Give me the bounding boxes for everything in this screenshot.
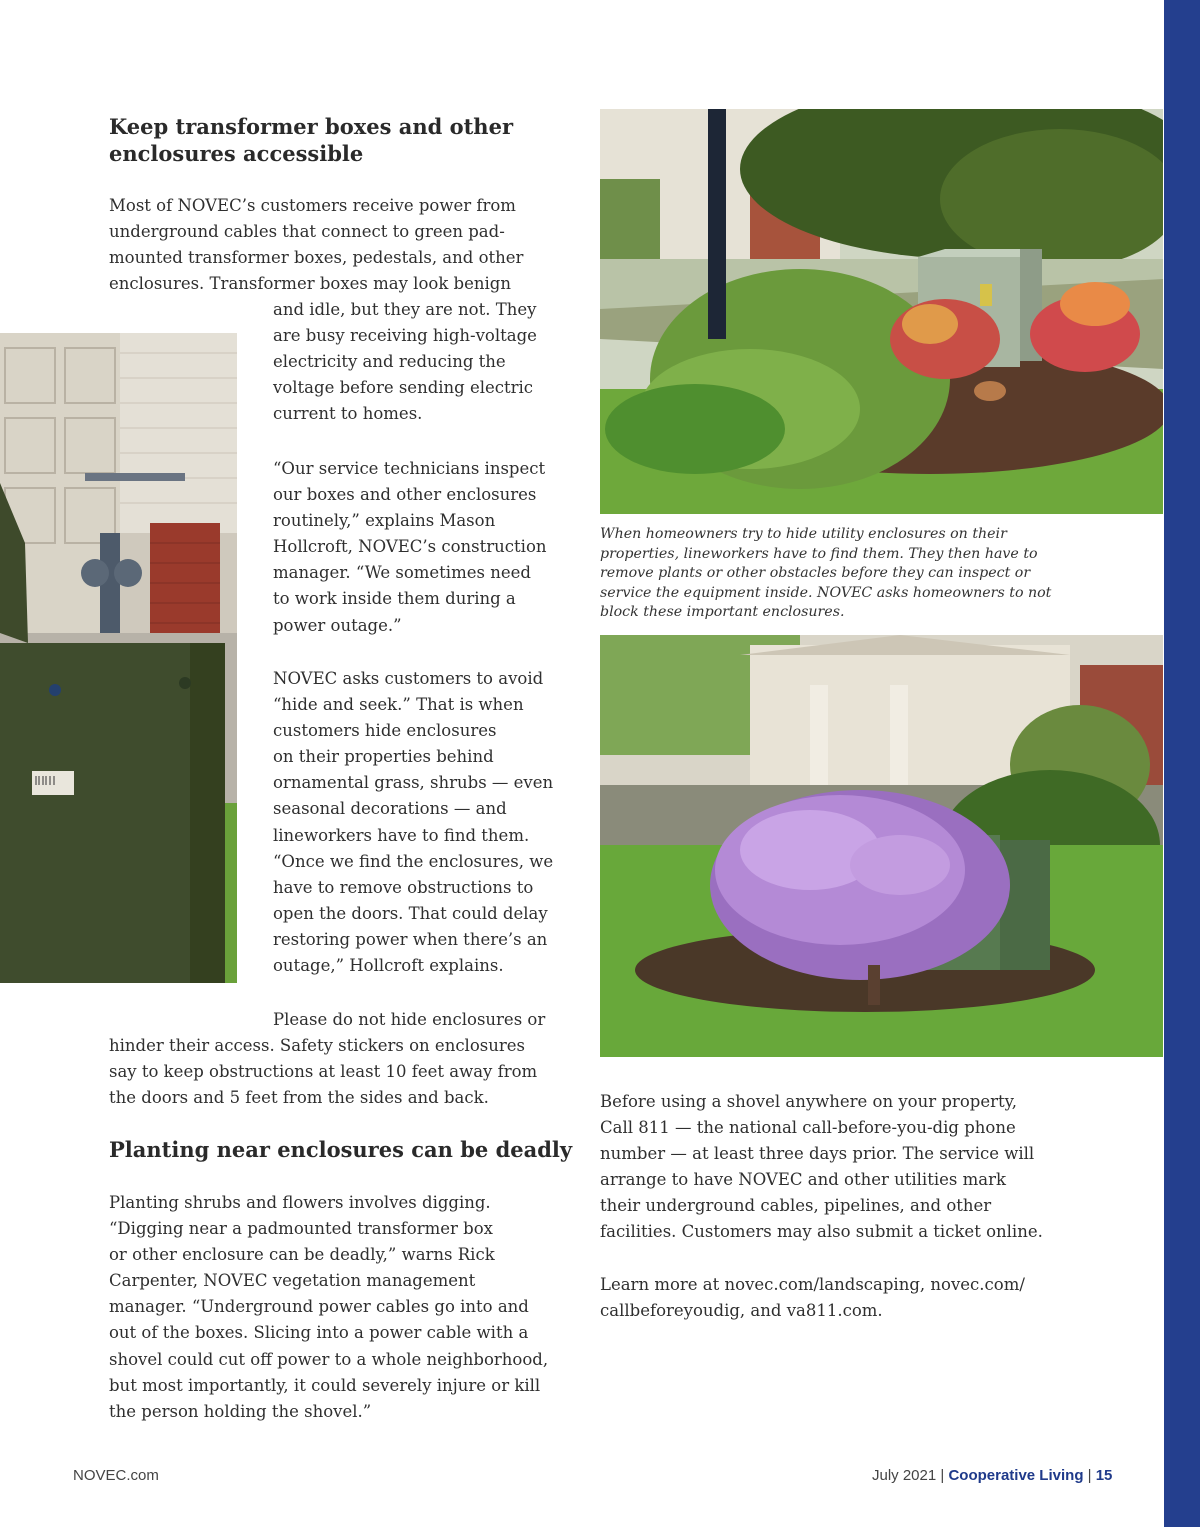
page-edge-color-bar	[1164, 0, 1200, 1527]
text-line: callbeforeyoudig, and va811.com.	[600, 1301, 883, 1321]
footer-date: July 2021	[872, 1467, 937, 1484]
text-line: “Once we find the enclosures, we	[273, 851, 554, 871]
text-line: our boxes and other enclosures	[273, 485, 537, 505]
photo-enclosure-behind-flowering-shrub	[600, 635, 1163, 1057]
caption-line: properties, lineworkers have to find them. They then have to	[600, 545, 1038, 562]
text-line: “hide and seek.” That is when	[273, 695, 524, 715]
text-line: routinely,” explains Mason	[273, 511, 496, 531]
text-line: Most of NOVEC’s customers receive power from	[109, 196, 516, 215]
text-line: Hollcroft, NOVEC’s construction	[273, 537, 547, 557]
footer-website: NOVEC.com	[73, 1467, 159, 1484]
paragraph-hollcroft-quote	[273, 456, 563, 639]
text-line: Carpenter, NOVEC vegetation management	[109, 1271, 476, 1291]
text-line: to work inside them during a	[273, 589, 516, 609]
text-line: customers hide enclosures	[273, 721, 497, 741]
photo-caption	[600, 525, 1060, 623]
text-line: manager. “We sometimes need	[273, 563, 531, 583]
paragraph-intro-continued	[273, 297, 573, 427]
text-line: their underground cables, pipelines, and other	[600, 1196, 992, 1216]
footer-separator: |	[1083, 1467, 1096, 1484]
text-line: outage,” Hollcroft explains.	[273, 956, 504, 976]
text-line: Learn more at novec.com/landscaping, novec.com/	[600, 1275, 1025, 1294]
text-line: Please do not hide enclosures or	[273, 1010, 546, 1029]
paragraph-intro	[109, 193, 549, 297]
text-line: or other enclosure can be deadly,” warns Rick	[109, 1245, 495, 1265]
text-line: are busy receiving high-voltage	[273, 326, 537, 346]
text-line: say to keep obstructions at least 10 feet away from	[109, 1062, 538, 1082]
text-line: Before using a shovel anywhere on your property,	[600, 1092, 1017, 1111]
text-line: hinder their access. Safety stickers on enclosures	[109, 1036, 525, 1055]
text-line: power outage.”	[273, 615, 402, 635]
caption-line: block these important enclosures.	[600, 604, 845, 621]
section-heading-planting-deadly: Planting near enclosures can be deadly	[109, 1137, 573, 1162]
text-line: electricity and reducing the	[273, 352, 506, 372]
paragraph-learn-more-links	[600, 1272, 1070, 1324]
text-line: arrange to have NOVEC and other utilities mark	[600, 1170, 1006, 1190]
footer-separator: |	[936, 1467, 949, 1484]
text-line: mounted transformer boxes, pedestals, and other	[109, 248, 524, 268]
text-line: but most importantly, it could severely injure or kill	[109, 1375, 541, 1395]
text-line: current to homes.	[273, 404, 423, 424]
caption-line: remove plants or other obstacles before they can inspect or	[600, 565, 1031, 582]
text-line: manager. “Underground power cables go into and	[109, 1297, 529, 1317]
text-line: lineworkers have to find them.	[273, 825, 530, 845]
text-line: open the doors. That could delay	[273, 903, 548, 923]
section-heading-enclosures-accessible: Keep transformer boxes and other enclosures accessible	[109, 114, 514, 166]
text-line: ornamental grass, shrubs — even	[273, 773, 554, 793]
paragraph-digging-warning	[109, 1190, 579, 1425]
text-line: Call 811 — the national call-before-you-dig phone	[600, 1118, 1016, 1138]
footer-issue-info	[872, 1467, 1112, 1484]
paragraph-do-not-hide-rest	[109, 1033, 569, 1111]
text-line: “Digging near a padmounted transformer box	[109, 1219, 493, 1239]
caption-line: When homeowners try to hide utility enclosures on their	[600, 526, 1007, 542]
paragraph-call-811	[600, 1089, 1070, 1246]
text-line: Planting shrubs and flowers involves digging.	[109, 1193, 491, 1212]
text-line: on their properties behind	[273, 747, 494, 767]
caption-line: service the equipment inside. NOVEC asks homeowners to not	[600, 584, 1052, 601]
text-line: the person holding the shovel.”	[109, 1401, 372, 1421]
text-line: underground cables that connect to green pad-	[109, 222, 505, 242]
text-line: seasonal decorations — and	[273, 799, 507, 819]
text-line: facilities. Customers may also submit a ticket online.	[600, 1222, 1043, 1242]
text-line: “Our service technicians inspect	[273, 459, 546, 478]
text-line: shovel could cut off power to a whole neighborhood,	[109, 1349, 549, 1369]
paragraph-do-not-hide-start	[273, 1007, 573, 1033]
text-line: NOVEC asks customers to avoid	[273, 669, 544, 688]
text-line: restoring power when there’s an	[273, 929, 548, 949]
footer-publication-name: Cooperative Living	[948, 1467, 1084, 1484]
photo-enclosure-by-garage	[0, 333, 237, 983]
paragraph-hide-and-seek	[273, 666, 573, 979]
text-line: the doors and 5 feet from the sides and back.	[109, 1088, 489, 1108]
text-line: enclosures. Transformer boxes may look benign	[109, 274, 511, 294]
text-line: and idle, but they are not. They	[273, 300, 537, 319]
text-line: number — at least three days prior. The service will	[600, 1144, 1035, 1164]
footer-page-number: 15	[1095, 1467, 1113, 1484]
text-line: have to remove obstructions to	[273, 877, 534, 897]
text-line: voltage before sending electric	[273, 378, 534, 398]
photo-enclosure-in-garden-bed	[600, 109, 1163, 514]
text-line: out of the boxes. Slicing into a power cable with a	[109, 1323, 529, 1343]
